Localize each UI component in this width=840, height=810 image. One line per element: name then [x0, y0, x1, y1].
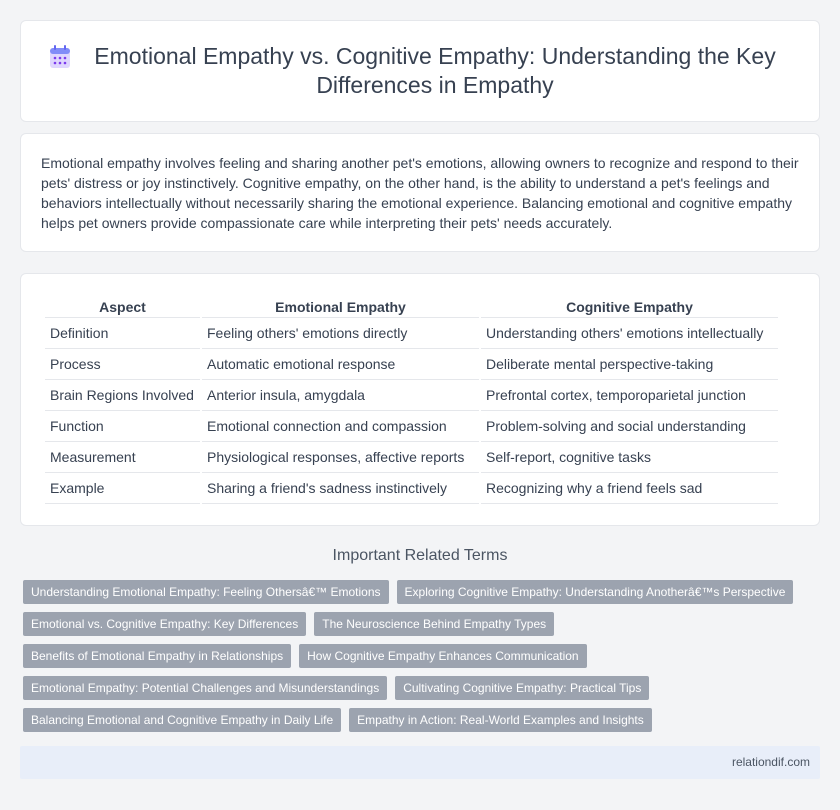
table-cell: Example [45, 473, 200, 504]
related-term-tag[interactable]: Emotional vs. Cognitive Empathy: Key Differences [23, 612, 306, 636]
intro-text: Emotional empathy involves feeling and sharing another pet's emotions, allowing owners to recognize and respond to their pets' distress or joy instinctively. Cognitive empathy, on the other hand, is the ability to understand a pet's feelings and behaviors intellectually without necessarily sharing the emotional experience. Balancing emotional and cognitive empathy helps pet owners provide compassionate care while interpreting their pets' needs accurately. [41, 155, 799, 231]
table-row [45, 318, 778, 349]
comparison-card [20, 273, 820, 526]
table-cell: Automatic emotional response [202, 349, 479, 380]
related-term-tag[interactable]: Emotional Empathy: Potential Challenges and Misunderstandings [23, 676, 387, 700]
related-term-tag[interactable]: Cultivating Cognitive Empathy: Practical Tips [395, 676, 649, 700]
table-cell: Process [45, 349, 200, 380]
related-term-tag[interactable]: The Neuroscience Behind Empathy Types [314, 612, 554, 636]
header-card [20, 20, 820, 122]
table-cell: Brain Regions Involved [45, 380, 200, 411]
tag-row [23, 580, 823, 604]
table-cell: Problem-solving and social understanding [481, 411, 778, 442]
header-emotional: Emotional Empathy [202, 296, 479, 318]
table-row [45, 442, 778, 473]
footer-site-link[interactable]: relationdif.com [731, 755, 810, 769]
related-terms-list [23, 580, 823, 740]
related-term-tag[interactable]: Balancing Emotional and Cognitive Empathy in Daily Life [23, 708, 341, 732]
comparison-table [43, 296, 780, 504]
table-cell: Emotional connection and compassion [202, 411, 479, 442]
related-term-tag[interactable]: Exploring Cognitive Empathy: Understanding Anotherâ€™s Perspective [397, 580, 794, 604]
table-cell: Understanding others' emotions intellectually [481, 318, 778, 349]
tag-row [23, 676, 823, 700]
tag-row [23, 644, 823, 668]
table-cell: Physiological responses, affective reports [202, 442, 479, 473]
footer [20, 746, 820, 779]
table-row [45, 349, 778, 380]
related-terms-title: Important Related Terms [332, 547, 508, 564]
related-term-tag[interactable]: Benefits of Emotional Empathy in Relationships [23, 644, 291, 668]
table-row [45, 380, 778, 411]
tag-row [23, 708, 823, 732]
table-cell: Definition [45, 318, 200, 349]
table-cell: Recognizing why a friend feels sad [481, 473, 778, 504]
table-header-row [45, 296, 778, 318]
table-row [45, 473, 778, 504]
table-cell: Deliberate mental perspective-taking [481, 349, 778, 380]
related-term-tag[interactable]: How Cognitive Empathy Enhances Communication [299, 644, 586, 668]
table-cell: Sharing a friend's sadness instinctively [202, 473, 479, 504]
related-term-tag[interactable]: Empathy in Action: Real-World Examples and Insights [349, 708, 652, 732]
table-cell: Anterior insula, amygdala [202, 380, 479, 411]
table-cell: Measurement [45, 442, 200, 473]
header-aspect: Aspect [45, 296, 200, 318]
header-cognitive: Cognitive Empathy [481, 296, 778, 318]
tag-row [23, 612, 823, 636]
page-title: Emotional Empathy vs. Cognitive Empathy: Understanding the Key Differences in Empathy [94, 43, 776, 98]
table-cell: Function [45, 411, 200, 442]
table-row [45, 411, 778, 442]
related-term-tag[interactable]: Understanding Emotional Empathy: Feeling Othersâ€™ Emotions [23, 580, 389, 604]
table-cell: Feeling others' emotions directly [202, 318, 479, 349]
table-cell: Self-report, cognitive tasks [481, 442, 778, 473]
table-cell: Prefrontal cortex, temporoparietal junction [481, 380, 778, 411]
intro-card [20, 133, 820, 252]
